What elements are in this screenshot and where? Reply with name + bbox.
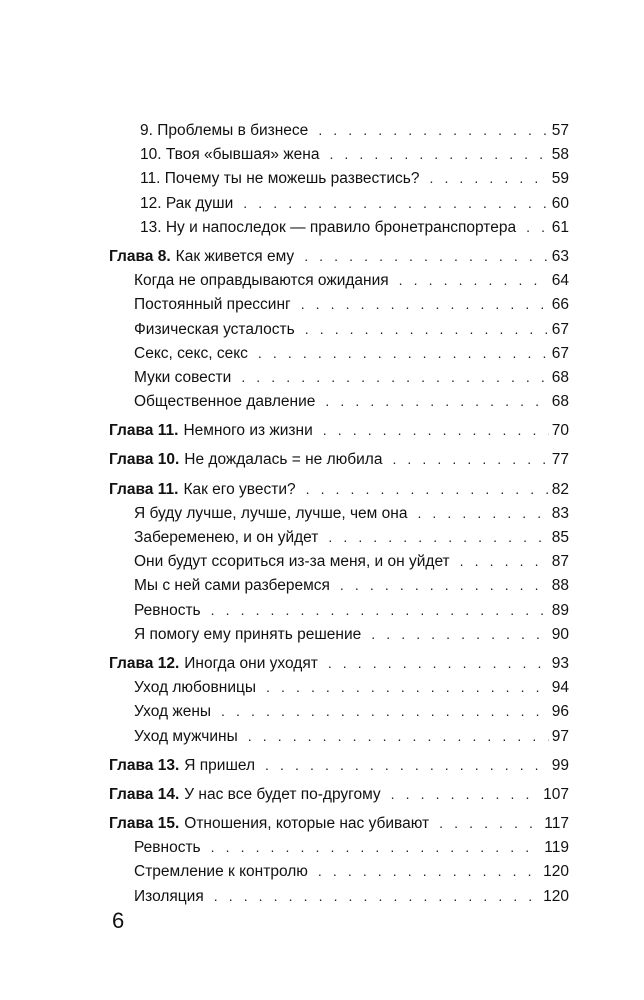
toc-entry-text: Ревность <box>134 839 201 857</box>
table-of-contents <box>109 118 569 908</box>
toc-chapter-entry <box>109 753 569 777</box>
dot-leader <box>211 835 542 859</box>
toc-section-entry <box>109 166 569 190</box>
dot-leader <box>306 477 549 501</box>
page-number: 6 <box>112 908 125 933</box>
toc-section-entry <box>109 292 569 316</box>
toc-section-entry <box>109 341 569 365</box>
toc-section-entry <box>109 549 569 573</box>
toc-entry-title <box>134 550 450 574</box>
toc-section-entry <box>109 317 569 341</box>
dot-leader <box>429 166 548 190</box>
dot-leader <box>221 699 549 723</box>
dot-leader <box>417 501 548 525</box>
toc-entry-text: Немного из жизни <box>183 422 313 440</box>
toc-page-number: 90 <box>551 625 569 643</box>
dot-leader <box>329 142 548 166</box>
dot-leader <box>399 268 549 292</box>
toc-page-number: 120 <box>543 887 569 905</box>
toc-page-number: 120 <box>543 863 569 881</box>
toc-entry-title <box>109 478 296 502</box>
dot-leader <box>318 859 540 883</box>
toc-entry-title <box>134 318 295 342</box>
dot-leader <box>301 292 549 316</box>
chapter-label: Глава 13. <box>109 756 180 774</box>
toc-section-entry <box>109 525 569 549</box>
dot-leader <box>243 191 548 215</box>
toc-entry-text: Отношения, которые нас убивают <box>184 815 430 833</box>
toc-page-number: 68 <box>551 393 569 411</box>
toc-entry-title <box>140 143 319 167</box>
toc-entry-text: Я помогу ему принять решение <box>134 625 362 643</box>
toc-page-number: 61 <box>551 218 569 236</box>
toc-page-number: 67 <box>551 344 569 362</box>
dot-leader <box>391 782 540 806</box>
toc-entry-text: Не дождалась = не любила <box>184 451 383 469</box>
toc-entry-text: У нас все будет по-другому <box>184 785 381 803</box>
toc-entry-text: 10. Твоя «бывшая» жена <box>140 146 320 164</box>
toc-chapter-entry <box>109 811 569 835</box>
toc-page-number: 119 <box>544 839 569 857</box>
toc-entry-title <box>140 216 516 240</box>
toc-section-entry <box>109 501 569 525</box>
toc-chapter-entry <box>109 447 569 471</box>
toc-entry-text: Мы с ней сами разберемся <box>134 577 330 595</box>
toc-entry-title <box>134 836 201 860</box>
toc-page-number: 99 <box>551 756 569 774</box>
toc-entry-text: Как его увести? <box>183 480 296 498</box>
toc-entry-title <box>134 725 238 749</box>
toc-page-number: 93 <box>551 654 569 672</box>
toc-entry-text: Стремление к контролю <box>134 863 308 881</box>
toc-page-number: 63 <box>551 247 569 265</box>
toc-page-number: 77 <box>551 451 569 469</box>
toc-section-entry <box>109 118 569 142</box>
dot-leader <box>305 317 549 341</box>
toc-entry-title <box>134 700 211 724</box>
toc-entry-text: Я буду лучше, лучше, лучше, чем она <box>134 504 408 522</box>
toc-section-entry <box>109 598 569 622</box>
toc-entry-title <box>134 526 318 550</box>
toc-section-entry <box>109 622 569 646</box>
toc-entry-text: Секс, секс, секс <box>134 344 248 362</box>
dot-leader <box>241 365 548 389</box>
toc-entry-text: 13. Ну и напоследок — правило бронетранспортера <box>140 218 517 236</box>
toc-section-entry <box>109 389 569 413</box>
toc-page-number: 117 <box>544 815 569 833</box>
toc-entry-text: Физическая усталость <box>134 320 295 338</box>
dot-leader <box>371 622 549 646</box>
toc-entry-text: Ревность <box>134 601 201 619</box>
dot-leader <box>460 549 549 573</box>
toc-entry-text: Постоянный прессинг <box>134 296 291 314</box>
chapter-label: Глава 11. <box>109 480 179 498</box>
toc-page-number: 89 <box>551 601 569 619</box>
toc-entry-title <box>109 783 381 807</box>
toc-section-entry <box>109 215 569 239</box>
toc-entry-text: Уход жены <box>134 703 212 721</box>
toc-page-number: 67 <box>551 320 569 338</box>
toc-chapter-entry <box>109 651 569 675</box>
toc-chapter-entry <box>109 782 569 806</box>
toc-entry-title <box>109 448 382 472</box>
toc-entry-title <box>134 599 201 623</box>
toc-entry-title <box>134 885 204 909</box>
dot-leader <box>304 244 549 268</box>
toc-section-entry <box>109 365 569 389</box>
toc-entry-text: Забеременею, и он уйдет <box>134 529 319 546</box>
toc-entry-title <box>134 269 389 293</box>
toc-page-number: 85 <box>551 529 569 546</box>
toc-page-number: 88 <box>551 577 569 595</box>
toc-chapter-entry <box>109 244 569 268</box>
toc-entry-title <box>109 245 294 269</box>
toc-entry-title <box>134 342 248 366</box>
dot-leader <box>340 573 549 597</box>
dot-leader <box>526 215 549 239</box>
toc-section-entry <box>109 142 569 166</box>
toc-page-number: 96 <box>551 703 569 721</box>
dot-leader <box>214 884 540 908</box>
dot-leader <box>248 724 549 748</box>
dot-leader <box>328 525 548 549</box>
dot-leader <box>211 598 549 622</box>
toc-entry-title <box>134 860 308 884</box>
toc-entry-text: Они будут ссориться из-за меня, и он уйдет <box>134 553 450 571</box>
toc-entry-title <box>140 167 419 191</box>
toc-entry-title <box>109 754 255 778</box>
toc-section-entry <box>109 573 569 597</box>
toc-page-number: 94 <box>551 679 569 697</box>
toc-entry-title <box>134 623 361 647</box>
toc-entry-title <box>109 419 313 443</box>
toc-section-entry <box>109 268 569 292</box>
chapter-label: Глава 15. <box>109 815 180 833</box>
dot-leader <box>392 447 548 471</box>
chapter-label: Глава 8. <box>109 247 171 265</box>
toc-section-entry <box>109 859 569 883</box>
dot-leader <box>325 389 548 413</box>
toc-page-number: 59 <box>551 170 569 188</box>
toc-entry-text: 9. Проблемы в бизнесе <box>140 122 309 139</box>
toc-entry-text: Муки совести <box>134 368 232 386</box>
dot-leader <box>439 811 541 835</box>
toc-entry-title <box>140 192 233 216</box>
chapter-label: Глава 12. <box>109 654 180 672</box>
toc-entry-title <box>134 676 256 700</box>
toc-section-entry <box>109 724 569 748</box>
toc-page-number: 66 <box>551 296 569 314</box>
toc-entry-title <box>134 293 291 317</box>
toc-chapter-entry <box>109 477 569 501</box>
toc-entry-text: Уход мужчины <box>134 727 238 745</box>
toc-entry-text: 11. Почему ты не можешь развестись? <box>140 170 420 188</box>
dot-leader <box>328 651 549 675</box>
toc-entry-title <box>134 390 315 414</box>
toc-entry-text: Иногда они уходят <box>184 654 318 672</box>
toc-page-number: 107 <box>543 785 569 803</box>
toc-page-number: 97 <box>551 727 569 745</box>
toc-entry-text: Как живется ему <box>175 247 295 265</box>
toc-page-number: 87 <box>551 553 569 571</box>
dot-leader <box>265 753 549 777</box>
toc-entry-title <box>109 652 318 676</box>
toc-entry-title <box>134 502 407 526</box>
toc-page-number: 57 <box>551 122 569 139</box>
toc-entry-text: Общественное давление <box>134 393 316 411</box>
toc-page-number: 70 <box>551 422 569 440</box>
toc-section-entry <box>109 835 569 859</box>
chapter-label: Глава 10. <box>109 451 180 469</box>
toc-entry-text: Уход любовницы <box>134 679 256 697</box>
toc-section-entry <box>109 191 569 215</box>
toc-entry-title <box>134 366 231 390</box>
dot-leader <box>323 418 549 442</box>
toc-entry-title <box>109 812 429 836</box>
toc-chapter-entry <box>109 418 569 442</box>
toc-page-number: 60 <box>551 194 569 212</box>
toc-entry-title <box>140 119 308 143</box>
toc-section-entry <box>109 884 569 908</box>
toc-page-number: 83 <box>551 504 569 522</box>
toc-page-number: 82 <box>551 480 569 498</box>
toc-entry-text: 12. Рак души <box>140 194 234 212</box>
toc-entry-text: Изоляция <box>134 887 204 905</box>
toc-entry-text: Я пришел <box>184 756 256 774</box>
toc-page-number: 58 <box>551 146 569 164</box>
toc-entry-title <box>134 574 330 598</box>
toc-section-entry <box>109 699 569 723</box>
dot-leader <box>258 341 549 365</box>
dot-leader <box>318 118 548 142</box>
toc-page-number: 64 <box>551 272 569 290</box>
toc-section-entry <box>109 675 569 699</box>
chapter-label: Глава 14. <box>109 785 180 803</box>
toc-page-number: 68 <box>551 368 569 386</box>
toc-entry-text: Когда не оправдываются ожидания <box>134 272 389 290</box>
chapter-label: Глава 11. <box>109 422 179 440</box>
dot-leader <box>266 675 549 699</box>
